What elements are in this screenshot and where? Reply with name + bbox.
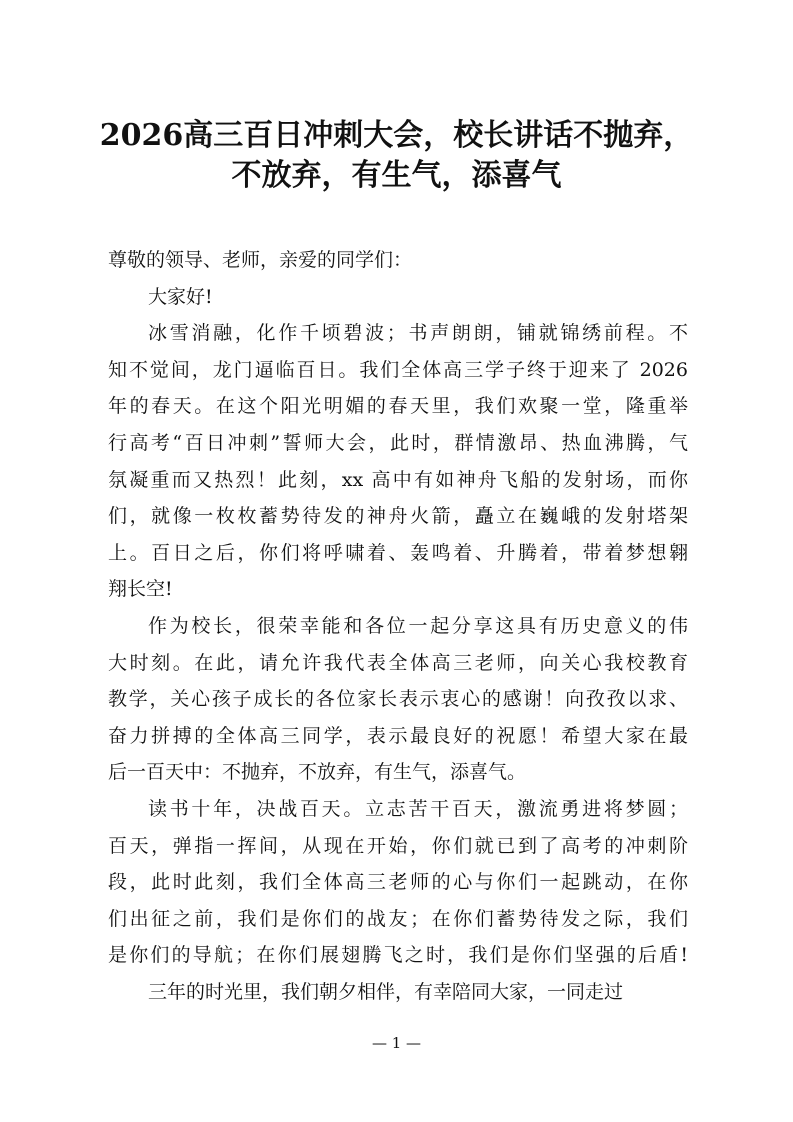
document-body — [108, 242, 688, 1010]
body-line: 百天，弹指一挥间，从现在开始，你们就已到了高考的冲刺阶 — [108, 834, 688, 857]
body-line: 翔长空! — [108, 578, 173, 601]
title-line-1: 2026高三百日冲刺大会，校长讲话不抛弃， — [99, 118, 694, 153]
body-line: 大时刻。在此，请允许我代表全体高三老师，向关心我校教育 — [108, 651, 688, 674]
body-line: 尊敬的领导、老师，亲爱的同学们： — [108, 249, 413, 271]
body-line: 段，此时此刻，我们全体高三老师的心与你们一起跳动，在你 — [108, 871, 688, 894]
body-line: 三年的时光里，我们朝夕相伴，有幸陪同大家，一同走过 — [148, 980, 624, 1003]
body-line: 奋力拼搏的全体高三同学，表示最良好的祝愿！希望大家在最 — [108, 724, 688, 747]
page-number: — 1 — — [371, 1034, 422, 1052]
body-line: 教学，关心孩子成长的各位家长表示衷心的感谢！向孜孜以求、 — [108, 688, 688, 711]
body-line: 上。百日之后，你们将呼啸着、轰鸣着、升腾着，带着梦想翱 — [108, 541, 688, 564]
body-line: 大家好! — [148, 285, 213, 308]
body-line: 知不觉间，龙门逼临百日。我们全体高三学子终于迎来了 2026 — [108, 358, 688, 381]
body-line: 后一百天中：不抛弃，不放弃，有生气，添喜气。 — [108, 761, 527, 784]
body-line: 读书十年，决战百天。立志苦干百天，激流勇进将梦圆； — [148, 797, 688, 820]
document-title — [0, 116, 793, 196]
body-line: 年的春天。在这个阳光明媚的春天里，我们欢聚一堂，隆重举 — [108, 395, 688, 418]
body-line: 们，就像一枚枚蓄势待发的神舟火箭，矗立在巍峨的发射塔架 — [108, 505, 688, 528]
body-line: 行高考“百日冲刺”誓师大会，此时，群情激昂、热血沸腾，气 — [108, 431, 688, 454]
title-line-2: 不放弃，有生气，添喜气 — [231, 158, 562, 193]
body-line: 作为校长，很荣幸能和各位一起分享这具有历史意义的伟 — [148, 614, 688, 637]
body-line: 氛凝重而又热烈！此刻，xx 高中有如神舟飞船的发射场，而你 — [108, 468, 688, 491]
body-line: 是你们的导航；在你们展翅腾飞之时，我们是你们坚强的后盾! — [108, 944, 688, 967]
body-line: 们出征之前，我们是你们的战友；在你们蓄势待发之际，我们 — [108, 907, 688, 930]
body-line: 冰雪消融，化作千顷碧波；书声朗朗，铺就锦绣前程。不 — [148, 322, 688, 345]
